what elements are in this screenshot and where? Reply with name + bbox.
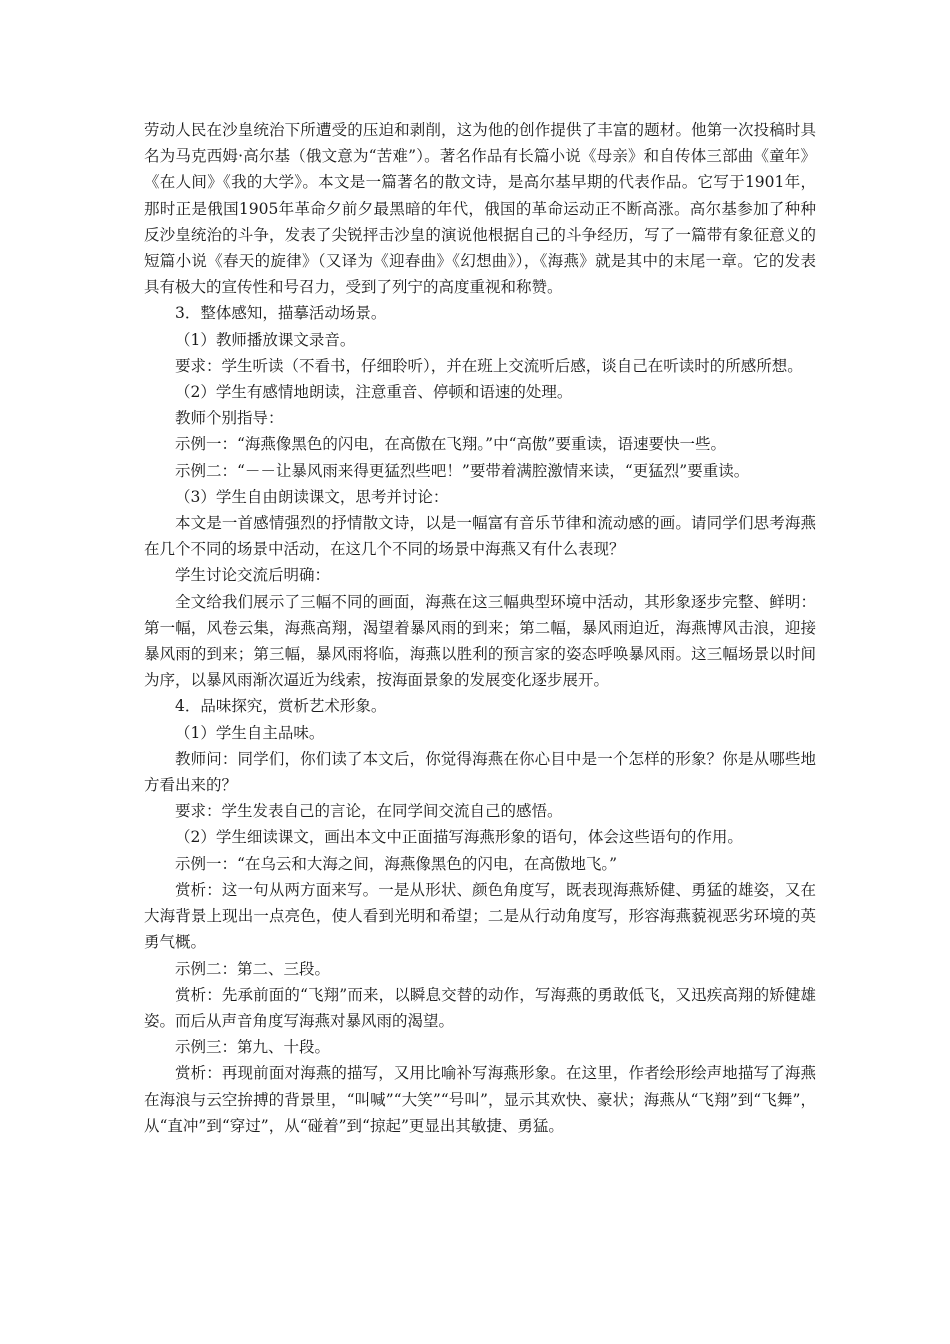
step-teacher-plays-recording: （1）教师播放课文录音。 bbox=[175, 330, 356, 349]
appreciation-analysis-three: 赏析：再现前面对海燕的描写，又用比喻补写海燕形象。在这里，作者绘形绘声地描写了海燕在海浪与云空拚搏的背景里，“叫喊”“大笑”“号叫”，显示其欢快、豪状；海燕从“飞翔”到“飞舞”，从“直冲”到“穿过”，从“碰着”到“掠起”更显出其敏捷、勇猛。 bbox=[144, 1064, 816, 1135]
document-body bbox=[144, 117, 816, 1139]
reading-example-one: 示例一：“海燕像黑色的闪电，在高傲在飞翔。”中“高傲”要重读，语速要快一些。 bbox=[175, 435, 726, 454]
appreciation-example-three: 示例三：第九、十段。 bbox=[175, 1038, 331, 1057]
step-free-reading-discussion: （3）学生自由朗读课文，思考并讨论： bbox=[175, 487, 449, 506]
step-close-reading: （2）学生细读课文，画出本文中正面描写海燕形象的语句，体会这些语句的作用。 bbox=[175, 828, 743, 847]
appreciation-analysis-one: 赏析：这一句从两方面来写。一是从形状、颜色角度写，既表现海燕矫健、勇猛的雄姿，又在大海背景上现出一点亮色，使人看到光明和希望；二是从行动角度写，形容海燕藐视恶劣环境的英勇气概。 bbox=[144, 880, 816, 952]
requirement-share-insights: 要求：学生发表自己的言论，在同学间交流自己的感悟。 bbox=[175, 802, 563, 821]
discussion-question: 本文是一首感情强烈的抒情散文诗，以是一幅富有音乐节律和流动感的画。请同学们思考海燕在几个不同的场景中活动，在这几个不同的场景中海燕又有什么表现？ bbox=[144, 514, 816, 559]
appreciation-example-one: 示例一：“在乌云和大海之间，海燕像黑色的闪电，在高傲地飞。” bbox=[175, 854, 618, 873]
step-emotional-reading: （2）学生有感情地朗读，注意重音、停顿和语速的处理。 bbox=[175, 383, 573, 402]
teacher-question: 教师问：同学们，你们读了本文后，你觉得海燕在你心目中是一个怎样的形象？你是从哪些地方看出来的？ bbox=[144, 749, 816, 795]
teacher-guidance-label: 教师个别指导： bbox=[175, 409, 284, 428]
paragraph-author-background: 劳动人民在沙皇统治下所遭受的压迫和剥削，这为他的创作提供了丰富的题材。他第一次投稿时具名为马克西姆·高尔基（俄文意为“苦难”）。著名作品有长篇小说《母亲》和自传体三部曲《童年》《在人间》《我的大学》。本文是一篇著名的散文诗，是高尔基早期的代表作品。它写于1901年，那时正是俄国1905年革命夕前夕最黑暗的年代，俄国的革命运动正不断高涨。高尔基参加了种种反沙皇统治的斗争，发表了尖锐抨击沙皇的演说他根据自己的斗争经历，写了一篇带有象征意义的短篇小说《春天的旋律》（又译为《迎春曲》《幻想曲》），《海燕》就是其中的末尾一章。它的发表具有极大的宣传性和号召力，受到了列宁的高度重视和称赞。 bbox=[144, 121, 816, 297]
discussion-conclusion-label: 学生讨论交流后明确： bbox=[175, 566, 331, 585]
step-independent-appreciation: （1）学生自主品味。 bbox=[175, 723, 325, 742]
appreciation-example-two: 示例二：第二、三段。 bbox=[175, 959, 331, 978]
section-heading-artistic-image: 4．品味探究，赏析艺术形象。 bbox=[175, 697, 387, 716]
section-heading-overall-perception: 3．整体感知，描摹活动场景。 bbox=[175, 304, 387, 323]
three-scenes-summary: 全文给我们展示了三幅不同的画面，海燕在这三幅典型环境中活动，其形象逐步完整、鲜明：第一幅，风卷云集，海燕高翔，渴望着暴风雨的到来；第二幅，暴风雨迫近，海燕博风击浪，迎接暴风雨的到来；第三幅，暴风雨将临，海燕以胜利的预言家的姿态呼唤暴风雨。这三幅场景以时间为序，以暴风雨渐次逼近为线索，按海面景象的发展变化逐步展开。 bbox=[144, 592, 816, 690]
reading-example-two: 示例二：“－－让暴风雨来得更猛烈些吧！”要带着满腔激情来读，“更猛烈”要重读。 bbox=[175, 461, 750, 480]
appreciation-analysis-two: 赏析：先承前面的“飞翔”而来，以瞬息交替的动作，写海燕的勇敢低飞，又迅疾高翔的矫健雄姿。而后从声音角度写海燕对暴风雨的渴望。 bbox=[144, 985, 816, 1030]
requirement-listening: 要求：学生听读（不看书，仔细聆听），并在班上交流听后感，谈自己在听读时的所感所想。 bbox=[175, 356, 803, 375]
